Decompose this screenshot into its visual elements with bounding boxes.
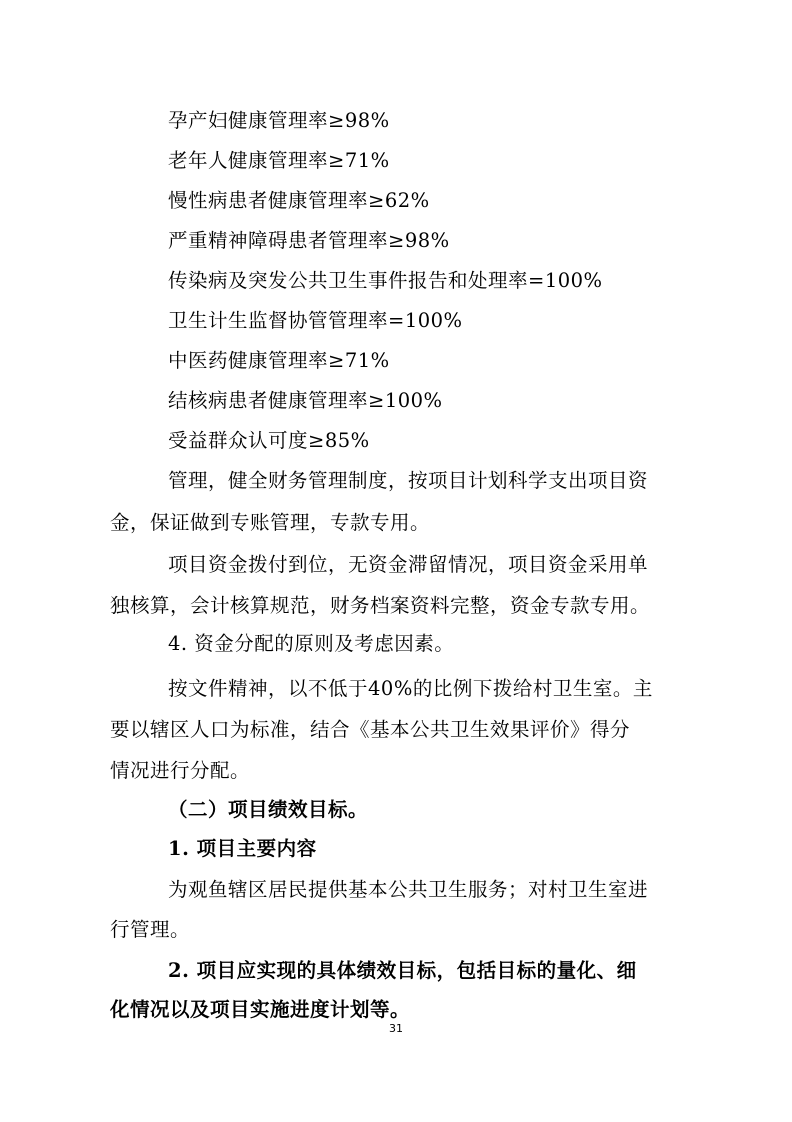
heading-performance-targets-line1: 2. 项目应实现的具体绩效目标，包括目标的量化、细 bbox=[168, 959, 637, 982]
list-item-health-supervision: 卫生计生监督协管管理率=100% bbox=[168, 309, 463, 332]
paragraph-funding-line2: 独核算，会计核算规范，财务档案资料完整，资金专款专用。 bbox=[110, 594, 651, 617]
list-item-satisfaction: 受益群众认可度≥85% bbox=[168, 429, 370, 452]
list-item-chronic-disease: 慢性病患者健康管理率≥62% bbox=[168, 189, 430, 212]
paragraph-funding-line1: 项目资金拨付到位，无资金滞留情况，项目资金采用单 bbox=[168, 553, 649, 576]
paragraph-allocation-line2: 要以辖区人口为标准，结合《基本公共卫生效果评价》得分 bbox=[110, 718, 631, 741]
paragraph-finance-line2: 金，保证做到专账管理，专款专用。 bbox=[110, 511, 431, 534]
section-heading-performance-goals: （二）项目绩效目标。 bbox=[168, 798, 369, 821]
list-item-mental-disorder: 严重精神障碍患者管理率≥98% bbox=[168, 229, 450, 252]
heading-main-content: 1. 项目主要内容 bbox=[168, 837, 317, 860]
paragraph-finance-line1: 管理，健全财务管理制度，按项目计划科学支出项目资 bbox=[168, 469, 649, 492]
list-item-tuberculosis: 结核病患者健康管理率≥100% bbox=[168, 389, 443, 412]
list-item-maternal-health: 孕产妇健康管理率≥98% bbox=[168, 109, 390, 132]
heading-allocation-principles: 4. 资金分配的原则及考虑因素。 bbox=[168, 632, 455, 655]
paragraph-main-content-line1: 为观鱼辖区居民提供基本公共卫生服务；对村卫生室进 bbox=[168, 878, 649, 901]
page-number: 31 bbox=[389, 1022, 403, 1035]
paragraph-allocation-line1: 按文件精神，以不低于40%的比例下拨给村卫生室。主 bbox=[168, 677, 653, 700]
paragraph-main-content-line2: 行管理。 bbox=[110, 918, 191, 941]
list-item-tcm-health: 中医药健康管理率≥71% bbox=[168, 349, 390, 372]
list-item-elderly-health: 老年人健康管理率≥71% bbox=[168, 149, 390, 172]
paragraph-allocation-line3: 情况进行分配。 bbox=[110, 759, 251, 782]
heading-performance-targets-line2: 化情况以及项目实施进度计划等。 bbox=[110, 998, 411, 1021]
list-item-infectious-disease: 传染病及突发公共卫生事件报告和处理率=100% bbox=[168, 269, 603, 292]
